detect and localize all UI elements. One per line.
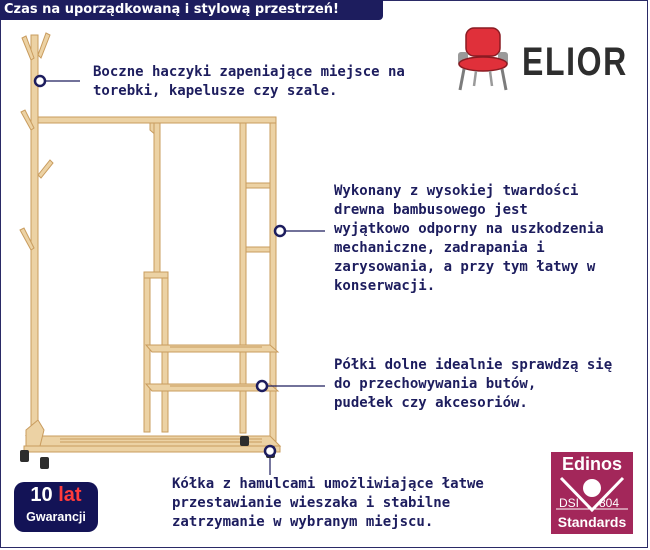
warranty-years: 10 lat xyxy=(30,484,82,506)
armchair-icon xyxy=(452,22,516,92)
note-bamboo-material: Wykonany z wysokiej twardości drewna bambusowego jest wyjątkowo odporny na uszkodzenia mechaniczne, zadrapania i zarysowania, a przy tym łatwy w konserwacji. xyxy=(334,183,604,294)
brand-name: ELIOR xyxy=(522,40,628,84)
certificate-name: Edinos xyxy=(561,454,622,474)
callout-marker xyxy=(35,76,45,86)
certificate-dsi: DSI xyxy=(559,496,580,510)
note-wheels-brakes: Kółka z hamulcami umożliwiające łatwe przestawianie wieszaka i stabilne zatrzymanie w wybranym miejscu. xyxy=(172,476,484,530)
elior-logo xyxy=(452,22,632,102)
callout-marker xyxy=(257,381,267,391)
callout-marker xyxy=(265,446,275,456)
headline-banner: Czas na uporządkowaną i stylową przestrzeń! xyxy=(0,0,383,20)
note-side-hooks: Boczne haczyki zapeniające miejsce na torebki, kapelusze czy szale. xyxy=(93,64,405,99)
note-lower-shelves: Półki dolne idealnie sprawdzą się do przechowywania butów, pudełek czy akcesoriów. xyxy=(334,357,613,411)
warranty-badge xyxy=(14,482,98,532)
edinos-certificate-badge xyxy=(551,452,633,534)
certificate-number: 804 xyxy=(599,496,620,510)
certificate-label: Standards xyxy=(557,514,627,530)
warranty-label: Gwarancji xyxy=(26,510,86,524)
callout-marker xyxy=(275,226,285,236)
